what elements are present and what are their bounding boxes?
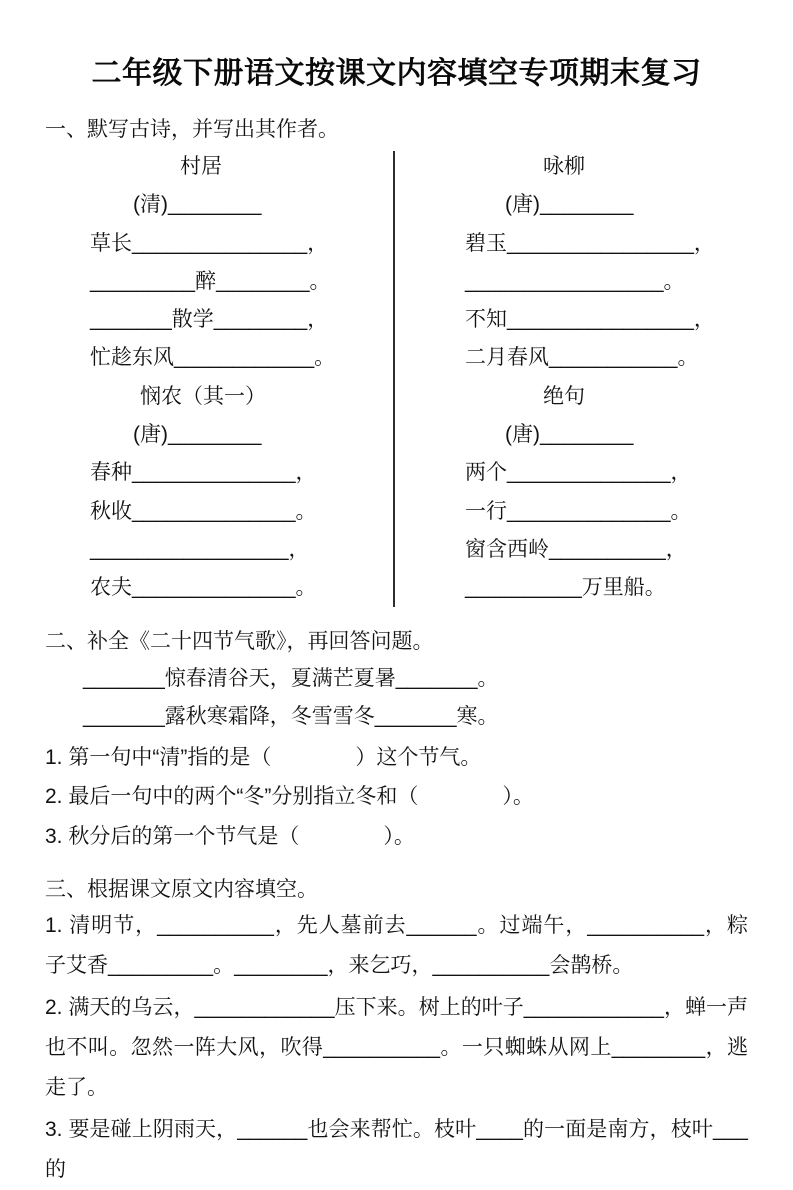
poem-line: 二月春风___________。 bbox=[465, 346, 699, 370]
verse-line: _______露秋寒霜降，冬雪雪冬_______寒。 bbox=[83, 704, 499, 728]
poem-line: 农夫______________。 bbox=[90, 576, 317, 600]
question-line: 1. 第一句中“清”指的是（ ）这个节气。 bbox=[45, 745, 482, 769]
poem-line: 春种______________， bbox=[90, 461, 317, 485]
section-two-heading: 二、补全《二十四节气歌》，再回答问题。 bbox=[45, 629, 434, 653]
section-one-heading: 一、默写古诗，并写出其作者。 bbox=[45, 118, 339, 141]
poem-line: _________醉________。 bbox=[90, 269, 331, 293]
poem-two-column-area bbox=[45, 148, 748, 608]
poem-author-line: (唐)________ bbox=[505, 423, 634, 447]
question-line: 3. 秋分后的第一个节气是（ ）。 bbox=[45, 824, 415, 848]
poem-line: 忙趁东风____________。 bbox=[90, 346, 336, 370]
poem-line: _________________。 bbox=[465, 269, 685, 293]
poem-line: 一行______________。 bbox=[465, 499, 692, 523]
fill-item: 1. 清明节，__________，先人墓前去______。过端午，__________，粽子艾香_________。________，来乞巧，__________会鹊桥。 bbox=[45, 914, 748, 978]
poem-line: __________万里船。 bbox=[465, 576, 666, 600]
worksheet-title: 二年级下册语文按课文内容填空专项期末复习 bbox=[91, 57, 702, 90]
poem-title: 咏柳 bbox=[543, 155, 585, 178]
poem-line: 碧玉________________， bbox=[465, 231, 715, 255]
verse-line: _______惊春清谷天，夏满芒夏暑_______。 bbox=[83, 666, 499, 690]
section-two-questions bbox=[45, 738, 748, 857]
poem-author-line: (唐)________ bbox=[505, 193, 634, 217]
poem-title: 绝句 bbox=[543, 384, 585, 408]
poem-line: 秋收______________。 bbox=[90, 499, 317, 523]
poem-line: 两个______________， bbox=[465, 461, 692, 485]
fill-item: 3. 要是碰上阴雨天，______也会来帮忙。枝叶____的一面是南方，枝叶___的 bbox=[45, 1118, 748, 1182]
poem-line: _________________， bbox=[90, 537, 310, 561]
poem-column-right bbox=[395, 148, 747, 608]
poem-line: _______散学________， bbox=[90, 308, 329, 332]
section-three-heading: 三、根据课文原文内容填空。 bbox=[45, 878, 318, 902]
poem-author-line: (唐)________ bbox=[133, 423, 262, 447]
poem-column-left bbox=[45, 148, 393, 608]
poem-title: 悯农（其一） bbox=[140, 384, 266, 408]
poem-title: 村居 bbox=[180, 155, 222, 178]
poem-line: 窗含西岭__________， bbox=[465, 537, 687, 561]
fill-item: 2. 满天的乌云，____________压下来。树上的叶子____________，蝉一声也不叫。忽然一阵大风，吹得__________。一只蜘蛛从网上________，逃走了。 bbox=[45, 996, 748, 1100]
poem-line: 草长_______________， bbox=[90, 231, 329, 255]
poem-author-line: (清)________ bbox=[133, 193, 262, 217]
poem-line: 不知________________， bbox=[465, 308, 715, 332]
solar-terms-verse bbox=[45, 660, 748, 736]
question-line: 2. 最后一句中的两个“冬”分别指立冬和（ ）。 bbox=[45, 785, 534, 809]
